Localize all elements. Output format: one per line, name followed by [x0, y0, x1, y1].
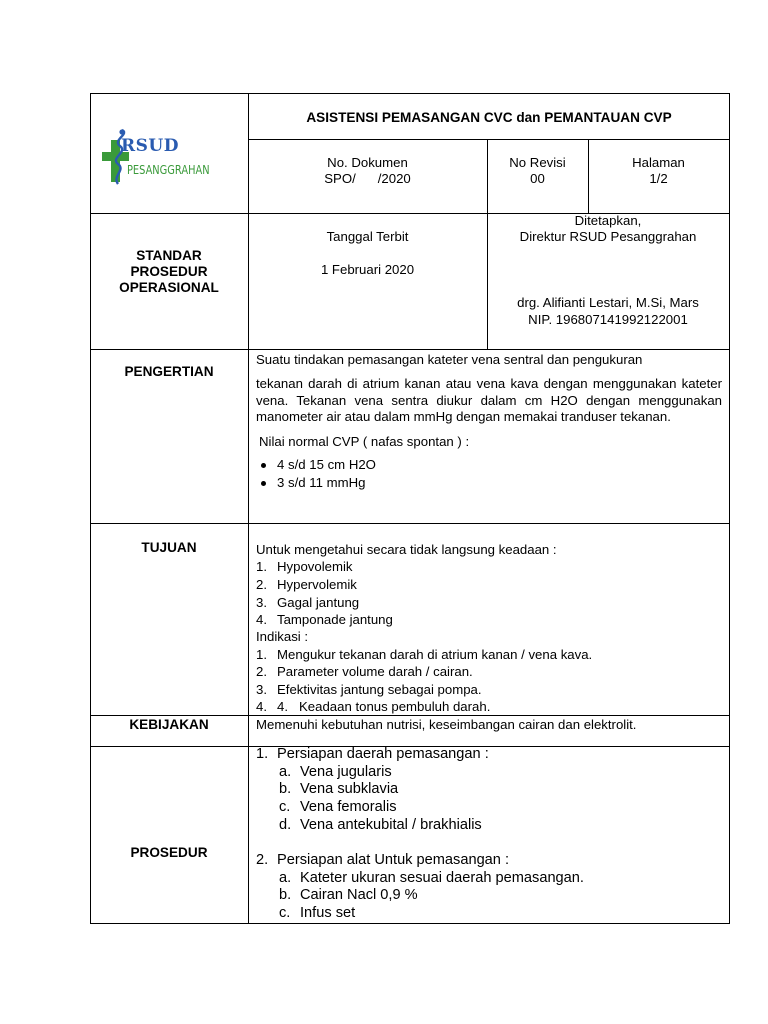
list-item: Parameter volume darah / cairan.: [277, 664, 473, 679]
tanggal-terbit-label: Tanggal Terbit: [326, 229, 409, 244]
ditetapkan-text: Ditetapkan,: [574, 213, 642, 228]
list-item: Infus set: [300, 905, 356, 921]
halaman-value: 1/2: [649, 171, 668, 186]
list-item: 4. Keadaan tonus pembuluh darah.: [277, 699, 491, 714]
bullet-icon: [261, 481, 266, 486]
direktur-name: drg. Alifianti Lestari, M.Si, Mars: [517, 295, 699, 310]
no-revisi-label: No Revisi: [509, 155, 566, 170]
list-letter: a.: [279, 870, 292, 886]
document-title: ASISTENSI PEMASANGAN CVC dan PEMANTAUAN CVP: [306, 110, 672, 125]
list-number: 1.: [256, 746, 269, 762]
indikasi-label: Indikasi :: [256, 629, 309, 644]
list-item: Cairan Nacl 0,9 %: [300, 887, 418, 903]
list-letter: c.: [279, 905, 291, 921]
logo-rsud-text: RSUD: [121, 136, 179, 156]
logo-pesanggrahan-text: PESANGGRAHAN: [127, 163, 210, 177]
list-item: Vena femoralis: [300, 799, 397, 815]
list-number: 1.: [256, 559, 267, 574]
list-number: 3.: [256, 682, 267, 697]
list-letter: a.: [279, 764, 292, 780]
pengertian-line1: Suatu tindakan pemasangan kateter vena sentral dan pengukuran: [256, 352, 643, 367]
pengertian-paragraph: tekanan darah di atrium kanan atau vena kava dengan menggunakan kateter vena. Tekanan vena sentra diukur dalam cm H2O dengan menggunakan manometer air atau dalam mmHg dengan memakai tranduser tekanan.: [256, 376, 722, 424]
list-number: 2.: [256, 577, 267, 592]
list-number: 2.: [256, 852, 269, 868]
nilai-normal-text: Nilai normal CVP ( nafas spontan ) :: [259, 434, 470, 449]
list-letter: d.: [279, 817, 292, 833]
tujuan-label: TUJUAN: [141, 540, 197, 555]
prosedur-step1: Persiapan daerah pemasangan :: [277, 746, 489, 762]
bullet-icon: [261, 463, 266, 468]
prosedur-label: PROSEDUR: [130, 845, 208, 860]
list-item: Kateter ukuran sesuai daerah pemasangan.: [300, 870, 584, 886]
direktur-nip: NIP. 196807141992122001: [528, 312, 688, 327]
list-item: Gagal jantung: [277, 595, 360, 610]
kebijakan-text: Memenuhi kebutuhan nutrisi, keseimbangan cairan dan elektrolit.: [256, 717, 637, 732]
no-revisi-value: 00: [530, 171, 545, 186]
hospital-logo: [100, 128, 212, 188]
list-letter: b.: [279, 781, 292, 797]
halaman-label: Halaman: [632, 155, 685, 170]
prosedur-step2: Persiapan alat Untuk pemasangan :: [277, 852, 510, 868]
list-item: Mengukur tekanan darah di atrium kanan / vena kava.: [277, 647, 593, 662]
list-number: 4.: [256, 612, 267, 627]
list-item: Efektivitas jantung sebagai pompa.: [277, 682, 482, 697]
sop-label-line1: STANDAR: [136, 248, 202, 263]
tanggal-terbit-value: 1 Februari 2020: [320, 262, 415, 277]
no-dokumen-value: SPO/ /2020: [324, 171, 411, 186]
sop-label-line2: PROSEDUR: [130, 264, 208, 279]
list-letter: c.: [279, 799, 291, 815]
list-item: Hypervolemik: [277, 577, 357, 592]
list-item: Vena jugularis: [300, 764, 392, 780]
list-number: 1.: [256, 647, 267, 662]
list-number: 3.: [256, 595, 267, 610]
list-number: 2.: [256, 664, 267, 679]
list-number: 4.: [256, 699, 267, 714]
tujuan-intro: Untuk mengetahui secara tidak langsung keadaan :: [256, 542, 557, 557]
list-item: Hypovolemik: [277, 559, 353, 574]
list-item: Vena antekubital / brakhialis: [300, 817, 482, 833]
kebijakan-label: KEBIJAKAN: [129, 717, 209, 732]
list-item: Tamponade jantung: [277, 612, 393, 627]
bullet-item: 4 s/d 15 cm H2O: [277, 457, 376, 472]
sop-label-line3: OPERASIONAL: [119, 280, 219, 295]
direktur-text: Direktur RSUD Pesanggrahan: [519, 229, 697, 244]
bullet-item: 3 s/d 11 mmHg: [277, 475, 366, 490]
list-letter: b.: [279, 887, 292, 903]
list-item: Vena subklavia: [300, 781, 399, 797]
pengertian-label: PENGERTIAN: [124, 364, 214, 379]
no-dokumen-label: No. Dokumen: [327, 155, 408, 170]
